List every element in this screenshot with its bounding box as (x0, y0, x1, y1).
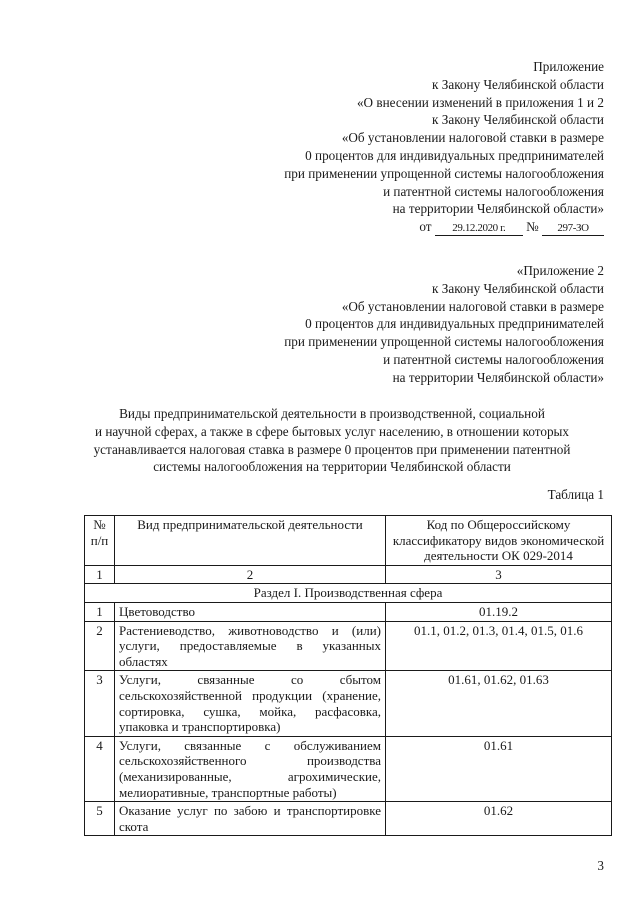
row-activity: Услуги, связанные с обслуживанием сельскохозяйственного производства (механизированные, агрохимические, мелиоративные, транспортные работы) (115, 736, 386, 801)
date-prefix: от (419, 219, 432, 235)
title-line: системы налогообложения на территории Челябинской области (153, 459, 511, 475)
document-title (62, 405, 602, 476)
table-row (85, 602, 612, 621)
table-row (85, 736, 612, 801)
row-number: 5 (85, 802, 115, 836)
row-code: 01.19.2 (386, 602, 612, 621)
table-label: Таблица 1 (547, 487, 604, 502)
row-activity: Оказание услуг по забою и транспортировке скота (115, 802, 386, 836)
title-line: и научной сферах, а также в сфере бытовых услуг населению, в отношении которых (94, 423, 570, 439)
header-activity: Вид предпринимательской деятельности (115, 516, 386, 566)
header-line: Приложение (533, 59, 604, 74)
law-number: 297-ЗО (542, 222, 604, 236)
row-number: 4 (85, 736, 115, 801)
section-title: Раздел I. Производственная сфера (85, 584, 612, 603)
header-line: к Закону Челябинской области (432, 76, 604, 92)
header-line: к Закону Челябинской области (432, 280, 604, 296)
row-activity: Услуги, связанные со сбытом сельскохозяйственной продукции (хранение, сортировка, сушка, мойка, расфасовка, упаковка и транспортировка) (115, 671, 386, 736)
header-line: и патентной системы налогообложения (383, 183, 604, 199)
table-row (85, 671, 612, 736)
header-line: и патентной системы налогообложения (383, 351, 604, 367)
column-number: 2 (115, 565, 386, 584)
row-code: 01.62 (386, 802, 612, 836)
table-row (85, 802, 612, 836)
section-row (85, 584, 612, 603)
header-line: при применении упрощенной системы налогообложения (284, 334, 604, 350)
row-number: 3 (85, 671, 115, 736)
header-line: 0 процентов для индивидуальных предпринимателей (305, 316, 604, 332)
title-line: Виды предпринимательской деятельности в производственной, социальной (119, 406, 545, 421)
header-line: 0 процентов для индивидуальных предпринимателей (305, 147, 604, 163)
row-activity: Растениеводство, животноводство и (или) услуги, предоставляемые в указанных областях (115, 621, 386, 671)
column-number: 3 (386, 565, 612, 584)
column-number: 1 (85, 565, 115, 584)
row-code: 01.1, 01.2, 01.3, 01.4, 01.5, 01.6 (386, 621, 612, 671)
header-line: «О внесении изменений в приложения 1 и 2 (356, 94, 604, 110)
header-line: к Закону Челябинской области (432, 112, 604, 128)
law-date: 29.12.2020 г. (435, 222, 523, 236)
row-activity: Цветоводство (115, 602, 386, 621)
table-row (85, 621, 612, 671)
activities-table (84, 515, 612, 836)
table-header-row (85, 516, 612, 566)
header-line: «Об установлении налоговой ставки в размере (341, 130, 604, 146)
title-line: устанавливается налоговая ставка в размере 0 процентов при применении патентной (93, 441, 571, 457)
header-line: на территории Челябинской области» (392, 369, 604, 385)
row-number: 1 (85, 602, 115, 621)
header-line: при применении упрощенной системы налогообложения (284, 165, 604, 181)
header-line: «Приложение 2 (516, 263, 604, 278)
law-signature-line (284, 218, 604, 236)
page-number: 3 (597, 858, 604, 873)
appendix2-header (284, 262, 604, 387)
header-code: Код по Общероссийскому классификатору видов экономической деятельности ОК 029-2014 (386, 516, 612, 566)
column-number-row (85, 565, 612, 584)
row-code: 01.61, 01.62, 01.63 (386, 671, 612, 736)
number-prefix: № (526, 219, 539, 235)
header-line: на территории Челябинской области» (392, 201, 604, 217)
appendix-header (284, 58, 604, 236)
header-line: «Об установлении налоговой ставки в размере (341, 298, 604, 314)
row-number: 2 (85, 621, 115, 671)
row-code: 01.61 (386, 736, 612, 801)
header-number: № п/п (85, 516, 115, 566)
